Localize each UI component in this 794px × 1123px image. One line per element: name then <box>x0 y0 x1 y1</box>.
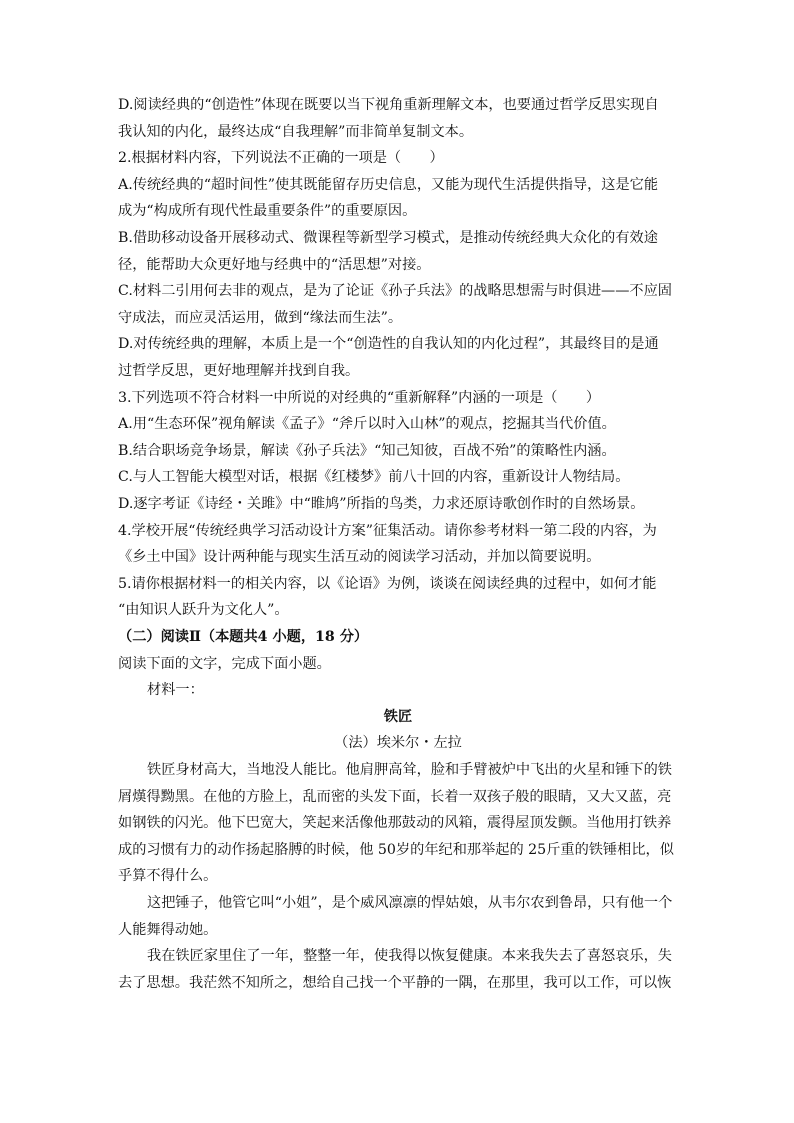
text-line: 如钢铁的闪光。他下巴宽大，笑起来活像他那鼓动的风箱，震得屋顶发颤。当他用打铁养 <box>118 815 672 832</box>
text-line: “由知识人跃升为文化人”。 <box>118 602 289 619</box>
text-line: A.用“生态环保”视角解读《孟子》“斧斤以时入山林”的观点，挖掘其当代价值。 <box>118 416 616 433</box>
text-line: 5.请你根据材料一的相关内容，以《论语》为例，谈谈在阅读经典的过程中，如何才能 <box>118 575 657 592</box>
text-line: 成为“构成所有现代性最重要条件”的重要原因。 <box>118 203 417 220</box>
text-line: 铁匠身材高大，当地没人能比。他肩胛高耸，脸和手臂被炉中飞出的火星和锤下的铁 <box>147 762 672 778</box>
text-line: 屑熯得黝黑。在他的方脸上，乱而密的头发下面，长着一双孩子般的眼睛，又大又蓝，亮 <box>118 788 672 805</box>
text-line: 这把锤子，他管它叫“小姐”，是个威风凛凛的悍姑娘，从韦尔农到鲁昂，只有他一个 <box>147 895 673 911</box>
text-line: 成的习惯有力的动作扬起胳膊的时候，他 50岁的年纪和那举起的 25斤重的铁锤相比，似 <box>118 841 674 858</box>
text-line: B.结合职场竞争场景，解读《孙子兵法》“知己知彼，百战不殆”的策略性内涵。 <box>118 442 616 459</box>
text-line: 径，能帮助大众更好地与经典中的“活思想”对接。 <box>118 256 431 273</box>
text-line: 4.学校开展“传统经典学习活动设计方案”征集活动。请你参考材料一第二段的内容，为 <box>118 522 657 539</box>
text-line: （二）阅读Ⅱ（本题共4 小题，18 分） <box>118 629 369 645</box>
text-line: 我认知的内化，最终达成“自我理解”而非简单复制文本。 <box>118 123 474 140</box>
text-line: 《乡土中国》设计两种能与现实生活互动的阅读学习活动，并加以简要说明。 <box>118 549 601 566</box>
text-line: C.材料二引用何去非的观点，是为了论证《孙子兵法》的战略思想需与时俱进——不应固 <box>118 283 672 300</box>
text-line: 过哲学反思，更好地理解并找到自我。 <box>118 363 360 379</box>
text-line: D.逐字考证《诗经・关雎》中“睢鸠”所指的鸟类，力求还原诗歌创作时的自然场景。 <box>118 496 645 512</box>
text-line: 3.下列选项不符合材料一中所说的对经典的“重新解释”内涵的一项是（ ） <box>118 389 601 406</box>
text-line: 人能舞得动她。 <box>118 921 218 938</box>
text-line: D.对传统经典的理解，本质上是一个“创造性的自我认知的内化过程”，其最终目的是通 <box>118 336 659 353</box>
text-line: C.与人工智能大模型对话，根据《红楼梦》前八十回的内容，重新设计人物结局。 <box>118 469 630 486</box>
text-line: 阅读下面的文字，完成下面小题。 <box>118 655 331 672</box>
text-line: 乎算不得什么。 <box>118 868 218 885</box>
text-line: D.阅读经典的“创造性”体现在既要以当下视角重新理解文本，也要通过哲学反思实现自 <box>118 97 659 113</box>
text-line: 我在铁匠家里住了一年，整整一年，使我得以恢复健康。本来我失去了喜怒哀乐，失 <box>147 948 672 965</box>
text-line: 守成法，而应灵活运用，做到“缘法而生法”。 <box>118 309 403 326</box>
text-line: （法）埃米尔・左拉 <box>334 735 462 752</box>
text-line: 2.根据材料内容，下列说法不正确的一项是（ ） <box>118 150 444 167</box>
text-line: A.传统经典的“超时间性”使其既能留存历史信息，又能为现代生活提供指导，这是它能 <box>118 176 659 193</box>
text-line: B.借助移动设备开展移动式、微课程等新型学习模式，是推动传统经典大众化的有效途 <box>118 230 658 246</box>
text-line: 铁匠 <box>383 708 413 725</box>
text-line: 材料一： <box>147 682 204 699</box>
text-line: 去了思想。我茫然不知所之，想给自己找一个平静的一隅，在那里，我可以工作，可以恢 <box>118 974 672 991</box>
